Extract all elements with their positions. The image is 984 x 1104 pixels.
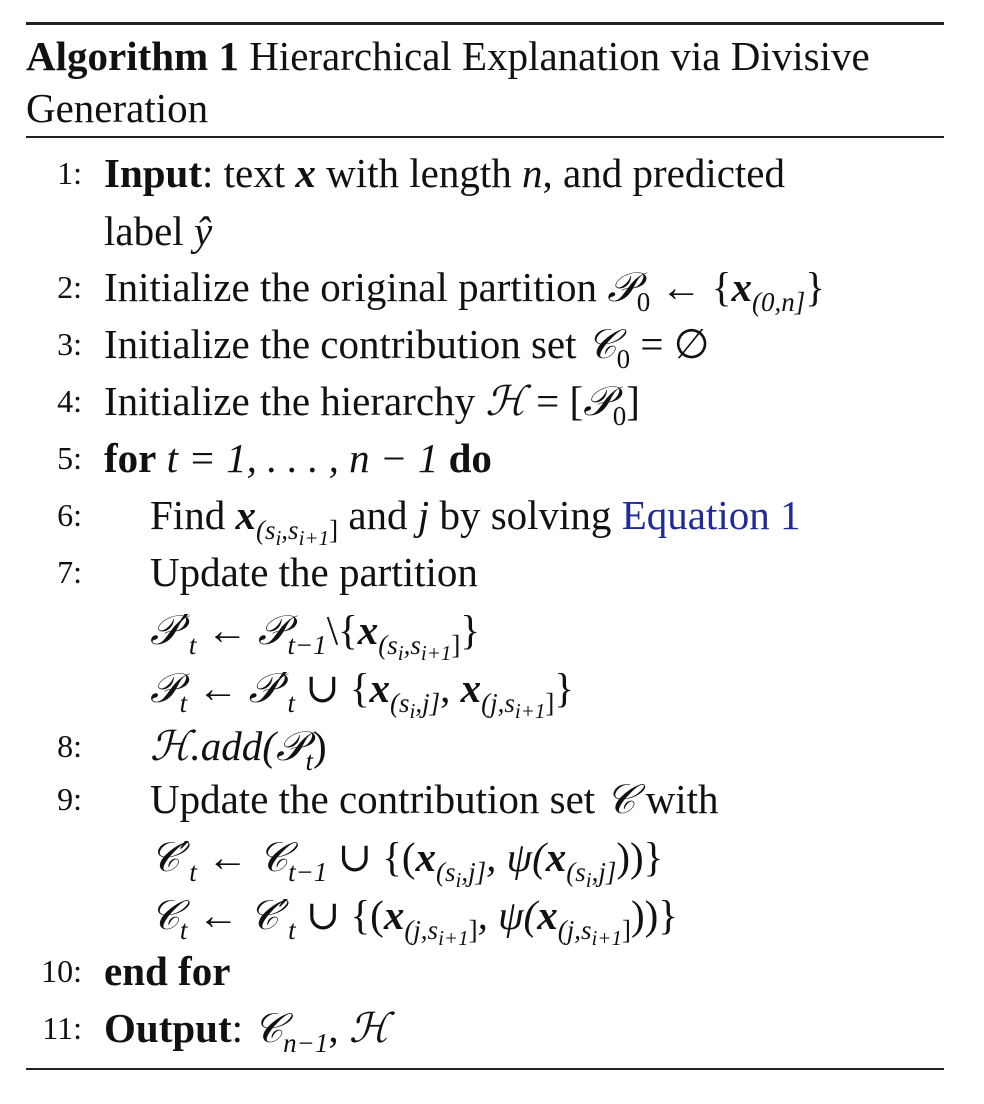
sub-part: (s: [255, 515, 276, 545]
math-symbol: 𝒫: [275, 722, 306, 770]
text: Find: [150, 492, 236, 538]
text: \{: [326, 607, 358, 653]
sub-part: ,j]: [591, 857, 617, 887]
text: }: [554, 665, 575, 711]
subscript: [404, 915, 478, 950]
subscript: [436, 857, 487, 892]
sub-part: i: [275, 526, 282, 550]
operator: ←: [187, 892, 249, 938]
math-var: n: [522, 150, 543, 196]
subscript: t: [179, 915, 188, 945]
math-expr: t = 1, . . . , n − 1: [156, 435, 449, 481]
line-text: Update the partition: [150, 549, 478, 595]
math-symbol: 𝒫′: [248, 664, 288, 712]
bottom-rule: [26, 1068, 944, 1070]
algorithm-label: Algorithm 1: [26, 33, 239, 79]
subscript: t: [305, 746, 314, 776]
sub-part: ]: [451, 630, 461, 660]
text: , and predicted: [542, 150, 785, 196]
text: ]: [626, 378, 640, 424]
subscript: t: [179, 688, 188, 718]
math-symbol: 𝒞′: [248, 891, 289, 939]
text: and: [338, 492, 418, 538]
sub-part: i: [397, 641, 404, 665]
line-number: 4:: [57, 383, 82, 419]
math-var: j: [417, 492, 430, 538]
math-var: x: [369, 665, 391, 711]
subscript: [557, 915, 631, 950]
operator: ←: [196, 834, 259, 880]
text: by solving: [429, 492, 622, 538]
text: = ∅: [630, 321, 710, 367]
line-text: [104, 144, 785, 202]
text: ← {: [650, 264, 732, 310]
math-symbol: 𝒞: [258, 833, 289, 881]
operator: ←: [196, 607, 258, 653]
text: ): [313, 723, 327, 769]
line-number: 1:: [57, 155, 82, 191]
text: ∪ {(: [295, 892, 384, 938]
text: :: [231, 1005, 254, 1051]
subscript: t: [189, 857, 197, 887]
sub-part: i: [455, 868, 462, 892]
sub-part: ]: [621, 915, 631, 945]
sub-part: i+1: [420, 641, 452, 665]
text: ∪ {(: [327, 834, 416, 880]
text: Update the contribution set: [150, 776, 606, 822]
operator: ←: [187, 665, 249, 711]
sub-part: ]: [545, 688, 555, 718]
caption-rule: [26, 136, 944, 138]
math-symbol: 𝒫′: [150, 606, 189, 654]
math-symbol: 𝒫: [257, 606, 288, 654]
line-text-cont: [104, 202, 212, 260]
sub-part: i: [585, 868, 592, 892]
math-var: x: [731, 264, 752, 310]
math-symbol: 𝒫: [150, 664, 180, 712]
sub-part: ,s: [281, 515, 299, 545]
keyword: Input: [104, 150, 203, 196]
sub-part: ]: [329, 515, 339, 545]
text: }: [460, 607, 481, 653]
text: , ψ(: [477, 892, 538, 938]
math-symbol: 𝒫: [583, 377, 613, 425]
line-number: 3:: [57, 326, 82, 362]
subscript: [566, 857, 617, 892]
sub-part: i+1: [298, 526, 330, 550]
algorithm-title-line2: Generation: [26, 85, 209, 131]
math-var: x: [235, 492, 256, 538]
line-number: 9:: [57, 781, 82, 817]
text: }: [805, 264, 825, 310]
sub-part: (s: [566, 857, 586, 887]
math-symbol: 𝒞′: [150, 833, 190, 881]
math-symbol: ℋ: [150, 722, 191, 770]
line-number: 2:: [57, 269, 82, 305]
subscript: t−1: [287, 630, 327, 660]
math-symbol: 𝒞: [586, 320, 617, 368]
keyword-end-for: end for: [104, 948, 231, 994]
text: ))}: [616, 834, 664, 880]
keyword-output: Output: [104, 1005, 232, 1051]
line-number: 6:: [57, 497, 82, 533]
math-symbol: 𝒞: [253, 1004, 284, 1052]
math-symbol: 𝒞: [605, 775, 636, 823]
math-var: x: [537, 892, 558, 938]
text: Initialize the original partition: [104, 264, 608, 310]
subscript: t−1: [288, 857, 328, 887]
sub-part: (j,s: [481, 688, 515, 718]
sub-part: i: [409, 699, 416, 723]
line-text: [104, 942, 230, 1000]
sub-part: (s: [390, 688, 410, 718]
sub-part: i+1: [514, 699, 546, 723]
line-text: [150, 770, 719, 828]
text: ,: [328, 1005, 349, 1051]
text: label: [104, 208, 194, 254]
subscript: 0: [636, 287, 651, 317]
algorithm-caption: [26, 30, 944, 134]
keyword-do: do: [448, 435, 492, 481]
text: .add(: [190, 723, 276, 769]
line-text: [104, 429, 492, 487]
math-var: x: [545, 834, 567, 880]
text: ,: [440, 665, 461, 711]
math-var: x: [357, 607, 379, 653]
sub-part: ,s: [403, 630, 421, 660]
math-var: x: [415, 834, 437, 880]
sub-part: (s: [436, 857, 456, 887]
subscript: t: [288, 915, 296, 945]
subscript: 0: [616, 344, 631, 374]
algorithm-title-line1: Hierarchical Explanation via Divisive: [249, 33, 870, 79]
line-number: 7:: [57, 554, 82, 590]
sub-part: ,j]: [461, 857, 487, 887]
subscript: t: [188, 630, 197, 660]
sub-part: i+1: [591, 926, 622, 950]
subscript: 0: [612, 401, 627, 431]
keyword-for: for: [104, 435, 157, 481]
text: ∪ {: [294, 665, 370, 711]
math-var: ŷ: [193, 208, 213, 254]
text: Initialize the contribution set: [104, 321, 587, 367]
sub-part: (j,s: [404, 915, 439, 945]
sub-part: ]: [468, 915, 478, 945]
subscript: t: [287, 688, 295, 718]
text: , ψ(: [486, 834, 546, 880]
equation-link[interactable]: Equation 1: [621, 492, 801, 538]
text: with length: [315, 150, 523, 196]
top-rule: [26, 22, 944, 25]
subscript: [255, 515, 339, 550]
math-symbol: ℋ: [348, 1004, 390, 1052]
sub-part: i+1: [438, 926, 469, 950]
line-number: 5:: [57, 440, 82, 476]
text: with: [635, 776, 719, 822]
subscript: n−1: [283, 1028, 329, 1058]
text: ))}: [630, 892, 678, 938]
line-number: 11:: [42, 1010, 82, 1046]
sub-part: (s: [378, 630, 398, 660]
sub-part: ,j]: [415, 688, 441, 718]
text: = [: [525, 378, 584, 424]
sub-part: (j,s: [557, 915, 592, 945]
subscript: [481, 688, 555, 723]
subscript: (0,n]: [751, 287, 806, 317]
math-var: x: [295, 150, 316, 196]
line-text: [104, 999, 389, 1072]
math-symbol: 𝒞: [150, 891, 180, 939]
text: : text: [202, 150, 296, 196]
math-symbol: 𝒫: [607, 263, 637, 311]
math-var: x: [460, 665, 482, 711]
math-symbol: ℋ: [485, 377, 526, 425]
math-var: x: [383, 892, 405, 938]
text: Initialize the hierarchy: [104, 378, 486, 424]
subscript: [378, 630, 461, 665]
line-number: 8:: [57, 728, 82, 764]
subscript: [390, 688, 441, 723]
line-number: 10:: [41, 953, 82, 989]
